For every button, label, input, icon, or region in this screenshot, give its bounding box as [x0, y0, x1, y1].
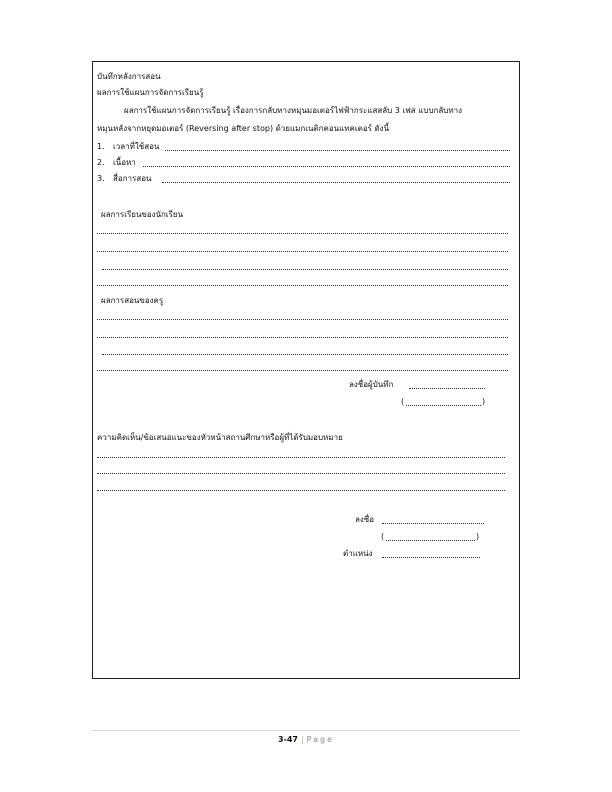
- footer-rule: [92, 730, 520, 731]
- recorder-name-line: [406, 405, 481, 406]
- writing-line: [97, 285, 508, 286]
- recorder-signature-line: [409, 388, 485, 389]
- approver-name-paren-open: (: [381, 532, 385, 541]
- opinion-heading: ความคิดเห็น/ข้อเสนอแนะของหัวหน้าสถานศึกษาหรือผู้ที่ได้รับมอบหมาย: [97, 433, 343, 442]
- item-label-content: เนื้อหา: [113, 158, 136, 167]
- recorder-name-paren-close: ): [482, 397, 486, 406]
- intro-line-2: หมุนหลังจากหยุดมอเตอร์ (Reversing after stop) ด้วยแมกเนติกคอนแทคเตอร์ ดังนี้: [97, 124, 390, 133]
- writing-line: [97, 233, 508, 234]
- item-number: 2.: [97, 158, 105, 167]
- writing-line: [97, 319, 508, 320]
- item-label-teaching-time: เวลาที่ใช้สอน: [113, 142, 160, 151]
- item-number: 1.: [97, 142, 105, 151]
- approver-name-line: [386, 540, 475, 541]
- approver-name-paren-close: ): [476, 532, 480, 541]
- approver-position-line: [382, 557, 480, 558]
- recorder-name-paren-open: (: [401, 397, 405, 406]
- item-number: 3.: [97, 174, 105, 183]
- writing-line: [97, 370, 508, 371]
- item-label-media: สื่อการสอน: [113, 174, 152, 183]
- footer-separator: |: [300, 735, 304, 744]
- approver-signature-label: ลงชื่อ: [355, 515, 375, 524]
- page-footer: [0, 735, 612, 744]
- writing-line: [97, 251, 508, 252]
- writing-line: [102, 354, 508, 355]
- recorder-signature-label: ลงชื่อผู้บันทึก: [349, 380, 394, 389]
- form-title: บันทึกหลังการสอน: [97, 72, 161, 81]
- teacher-results-heading: ผลการสอนของครู: [101, 296, 164, 305]
- page-word: Page: [306, 735, 335, 744]
- form-subtitle: ผลการใช้แผนการจัดการเรียนรู้: [97, 88, 204, 97]
- page-number: 3-47: [277, 735, 298, 744]
- approver-position-label: ตำแหน่ง: [343, 549, 373, 558]
- item-fill-line: [165, 150, 510, 151]
- intro-line-1: ผลการใช้แผนการจัดการเรียนรู้ เรื่องการกลับทางหมุนมอเตอร์ไฟฟ้ากระแสสลับ 3 เฟส แบบกลับทาง: [124, 106, 463, 115]
- writing-line: [97, 457, 505, 458]
- item-fill-line: [143, 166, 510, 167]
- approver-signature-line: [382, 523, 484, 524]
- writing-line: [97, 473, 505, 474]
- writing-line: [97, 490, 505, 491]
- item-fill-line: [162, 182, 510, 183]
- student-results-heading: ผลการเรียนของนักเรียน: [101, 210, 184, 219]
- writing-line: [102, 269, 508, 270]
- writing-line: [97, 337, 508, 338]
